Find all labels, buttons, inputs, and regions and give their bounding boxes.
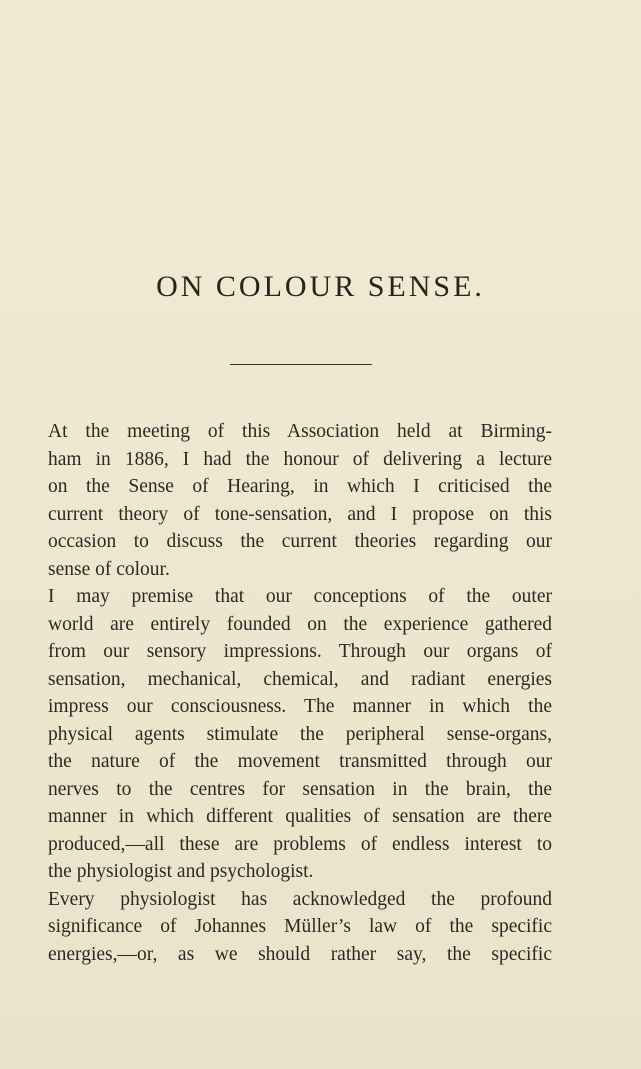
title-rule — [230, 364, 372, 365]
text-line: sense of colour. — [48, 558, 170, 580]
text-line: physical agents stimulate the peripheral sense-organs, — [48, 723, 552, 745]
text-line: nerves to the centres for sensation in the brain, the — [48, 778, 552, 800]
body-text — [48, 418, 552, 968]
page-title: ON COLOUR SENSE. — [156, 270, 485, 303]
text-line: Every physiologist has acknowledged the profound — [48, 888, 552, 910]
text-line: manner in which different qualities of sensation are there — [48, 806, 552, 827]
text-line: from our sensory impressions. Through our organs of — [48, 641, 552, 662]
text-line: the physiologist and psychologist. — [48, 861, 314, 882]
text-line: current theory of tone-sensation, and I propose on this — [48, 503, 552, 525]
text-line: sensation, mechanical, chemical, and radiant energies — [48, 668, 552, 690]
text-line: on the Sense of Hearing, in which I criticised the — [48, 476, 552, 497]
text-line: significance of Johannes Müller’s law of the specific — [48, 916, 552, 937]
text-line: I may premise that our conceptions of the outer — [48, 586, 552, 607]
text-line: world are entirely founded on the experience gathered — [48, 613, 552, 635]
text-line: ham in 1886, I had the honour of delivering a lecture — [48, 448, 552, 470]
text-line: impress our consciousness. The manner in which the — [48, 696, 552, 717]
text-line: At the meeting of this Association held at Birming- — [48, 421, 552, 442]
text-line: the nature of the movement transmitted through our — [48, 751, 552, 772]
text-line: produced,—all these are problems of endless interest to — [48, 833, 552, 855]
text-line: energies,—or, as we should rather say, the specific — [48, 943, 552, 965]
text-line: occasion to discuss the current theories regarding our — [48, 531, 552, 552]
